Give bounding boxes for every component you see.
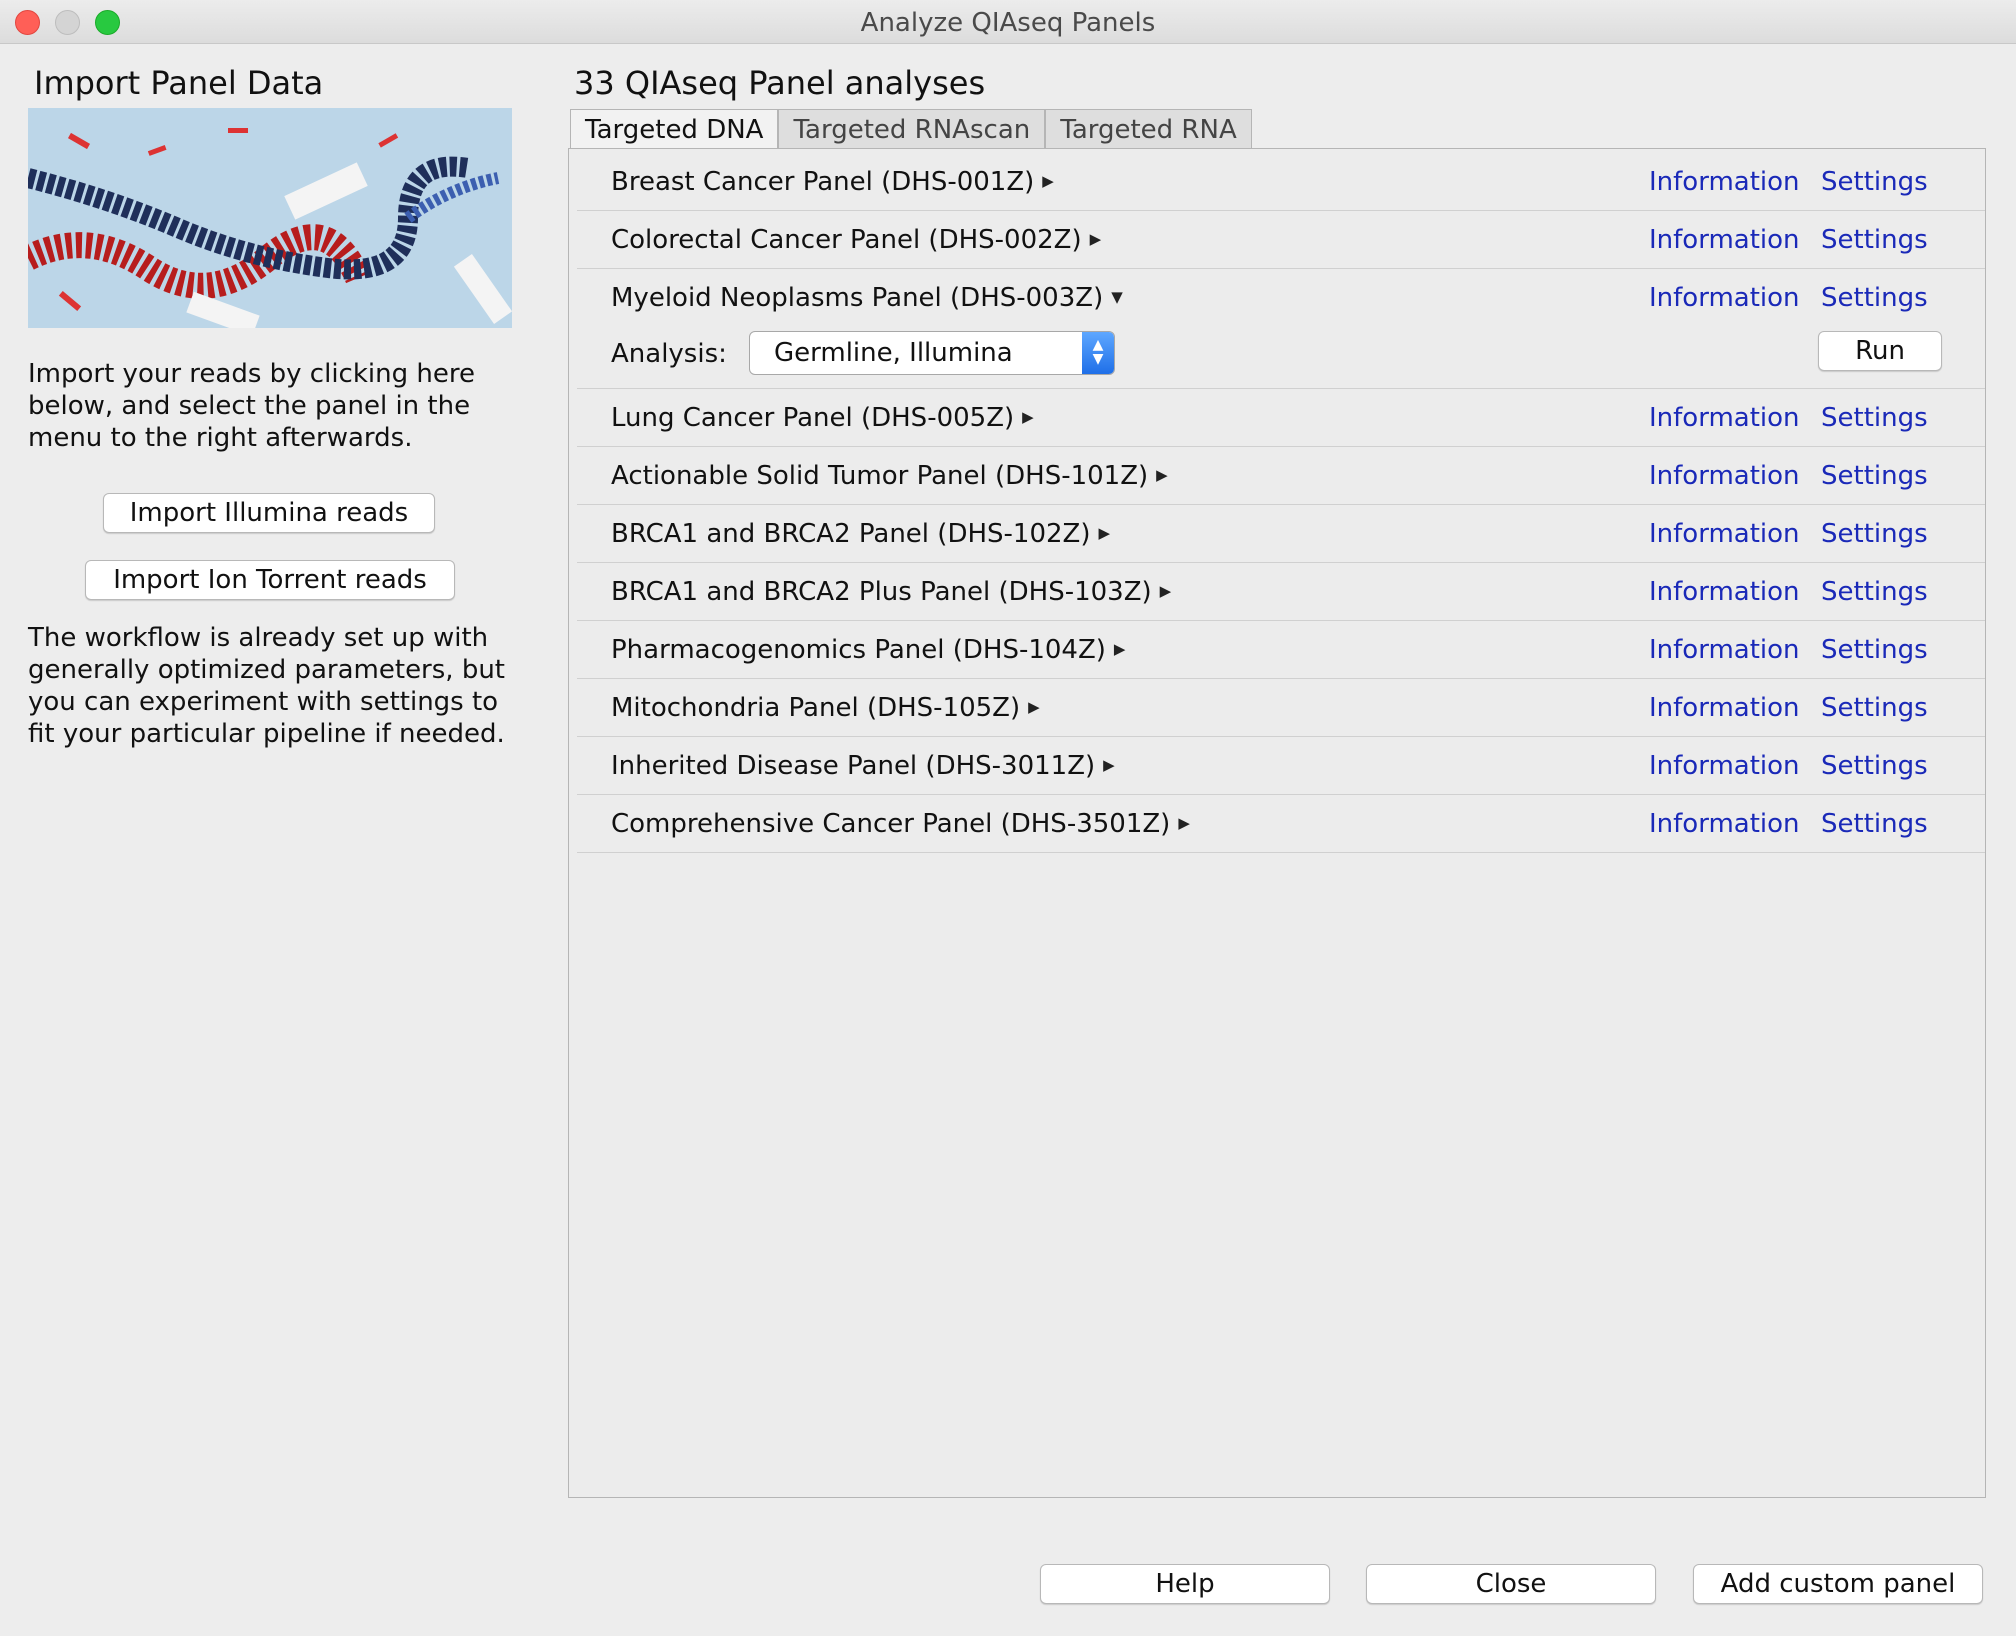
information-link[interactable]: Information — [1649, 751, 1800, 781]
panel-name[interactable]: Comprehensive Cancer Panel (DHS-3501Z) ▶ — [611, 809, 1190, 839]
panel-name[interactable]: Pharmacogenomics Panel (DHS-104Z) ▶ — [611, 635, 1126, 665]
information-link[interactable]: Information — [1649, 693, 1800, 723]
expand-arrow-icon[interactable]: ▶ — [1089, 230, 1102, 248]
settings-link[interactable]: Settings — [1821, 225, 1928, 255]
panel-row — [577, 563, 1985, 621]
panel-row — [577, 389, 1985, 447]
tab-targeted-rnascan[interactable]: Targeted RNAscan — [778, 109, 1045, 149]
expand-arrow-icon[interactable]: ▶ — [1042, 172, 1054, 190]
information-link[interactable]: Information — [1649, 809, 1800, 839]
expand-arrow-icon[interactable]: ▶ — [1156, 466, 1168, 484]
settings-link[interactable]: Settings — [1821, 519, 1928, 549]
information-link[interactable]: Information — [1649, 225, 1800, 255]
panel-row — [577, 679, 1985, 737]
settings-link[interactable]: Settings — [1821, 403, 1928, 433]
information-link[interactable]: Information — [1649, 577, 1800, 607]
analysis-select[interactable] — [749, 331, 1115, 375]
workflow-note: The workflow is already set up with generally optimized parameters, but you can experiment with settings to fit your particular pipeline if needed. — [28, 623, 506, 749]
panel-name[interactable]: Lung Cancer Panel (DHS-005Z) ▶ — [611, 403, 1034, 433]
panel-list — [568, 148, 1986, 1498]
information-link[interactable]: Information — [1649, 461, 1800, 491]
expand-arrow-icon[interactable]: ▶ — [1103, 756, 1115, 774]
expand-arrow-icon[interactable]: ▶ — [1113, 640, 1126, 658]
expand-arrow-icon[interactable]: ▶ — [1028, 698, 1040, 716]
expand-arrow-icon[interactable]: ▶ — [1098, 524, 1111, 542]
information-link[interactable]: Information — [1649, 167, 1800, 197]
settings-link[interactable]: Settings — [1821, 809, 1928, 839]
analysis-label: Analysis: — [611, 339, 727, 369]
panel-row — [577, 795, 1985, 853]
panel-row — [577, 447, 1985, 505]
import-panel-heading: Import Panel Data — [34, 64, 324, 102]
import-instructions: Import your reads by clicking here below, and select the panel in the menu to the right afterwards. — [28, 359, 475, 453]
settings-link[interactable]: Settings — [1821, 461, 1928, 491]
settings-link[interactable]: Settings — [1821, 751, 1928, 781]
panel-row — [577, 505, 1985, 563]
panel-name[interactable]: Inherited Disease Panel (DHS-3011Z) ▶ — [611, 751, 1115, 781]
information-link[interactable]: Information — [1649, 519, 1800, 549]
settings-link[interactable]: Settings — [1821, 693, 1928, 723]
settings-link[interactable]: Settings — [1821, 283, 1928, 313]
panel-row — [577, 737, 1985, 795]
panel-type-tabs — [570, 109, 1252, 149]
close-button[interactable]: Close — [1366, 1564, 1656, 1604]
help-button[interactable]: Help — [1040, 1564, 1330, 1604]
tab-targeted-rna[interactable]: Targeted RNA — [1045, 109, 1252, 149]
panel-name[interactable]: BRCA1 and BRCA2 Panel (DHS-102Z) ▶ — [611, 519, 1111, 549]
window-title: Analyze QIAseq Panels — [860, 8, 1156, 38]
panel-row — [577, 621, 1985, 679]
expand-arrow-icon[interactable]: ▶ — [1159, 582, 1172, 600]
settings-link[interactable]: Settings — [1821, 577, 1928, 607]
panel-analyses-heading: 33 QIAseq Panel analyses — [574, 64, 986, 102]
collapse-arrow-icon[interactable]: ▼ — [1111, 288, 1123, 306]
panel-name[interactable]: BRCA1 and BRCA2 Plus Panel (DHS-103Z) ▶ — [611, 577, 1172, 607]
panel-row — [577, 153, 1985, 211]
information-link[interactable]: Information — [1649, 635, 1800, 665]
panel-name[interactable]: Colorectal Cancer Panel (DHS-002Z) ▶ — [611, 225, 1102, 255]
panel-row — [577, 211, 1985, 269]
expand-arrow-icon[interactable]: ▶ — [1022, 408, 1034, 426]
import-ion-torrent-button[interactable]: Import Ion Torrent reads — [85, 560, 455, 600]
run-button[interactable]: Run — [1818, 331, 1942, 371]
panel-name[interactable]: Actionable Solid Tumor Panel (DHS-101Z) ▶ — [611, 461, 1168, 491]
panel-name[interactable]: Breast Cancer Panel (DHS-001Z) ▶ — [611, 167, 1054, 197]
settings-link[interactable]: Settings — [1821, 167, 1928, 197]
settings-link[interactable]: Settings — [1821, 635, 1928, 665]
tab-targeted-dna[interactable]: Targeted DNA — [570, 109, 778, 149]
title-bar — [0, 0, 2016, 44]
panel-name[interactable]: Mitochondria Panel (DHS-105Z) ▶ — [611, 693, 1040, 723]
select-stepper-icon[interactable]: ▲ ▼ — [1082, 332, 1114, 374]
information-link[interactable]: Information — [1649, 283, 1800, 313]
expand-arrow-icon[interactable]: ▶ — [1178, 814, 1190, 832]
information-link[interactable]: Information — [1649, 403, 1800, 433]
analysis-select-value: Germline, Illumina — [774, 338, 1013, 368]
panel-name[interactable]: Myeloid Neoplasms Panel (DHS-003Z) ▼ — [611, 283, 1123, 313]
dna-illustration-image — [28, 108, 512, 328]
import-illumina-button[interactable]: Import Illumina reads — [103, 493, 435, 533]
panel-row-expanded — [577, 269, 1985, 389]
add-custom-panel-button[interactable]: Add custom panel — [1693, 1564, 1983, 1604]
